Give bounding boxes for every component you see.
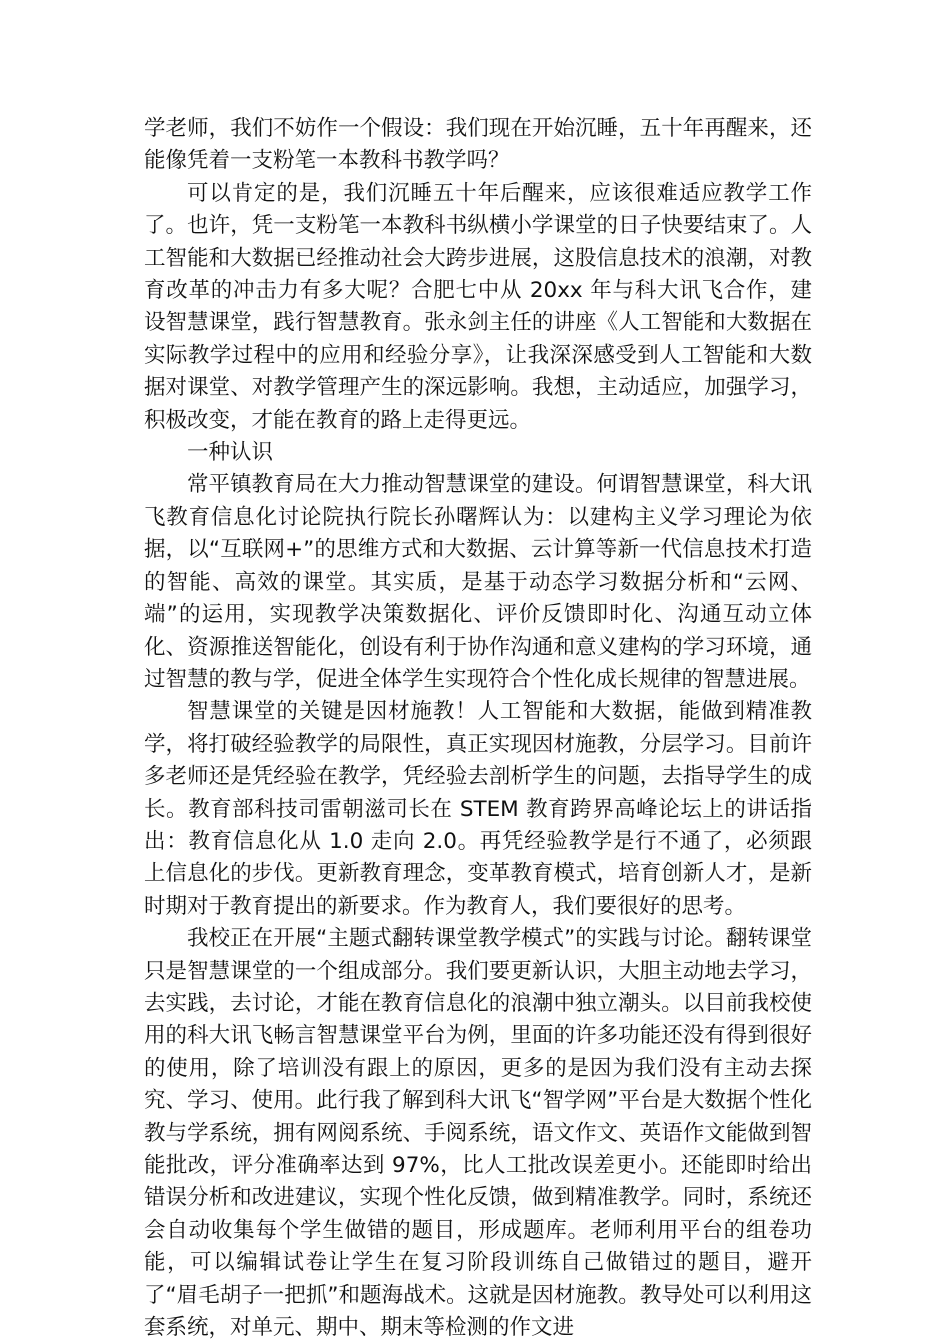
paragraph-teach-by-aptitude: 智慧课堂的关键是因材施教！人工智能和大数据，能做到精准教学，将打破经验教学的局限性，真正实现因材施教，分层学习。目前许多老师还是凭经验在教学，凭经验去剖析学生的问题，去指导学生的成长。教育部科技司雷朝滋司长在 STEM 教育跨界高峰论坛上的讲话指出：教育信息化从 1.0 走向 2.0。再凭经验教学是行不通了，必须跟上信息化的步伐。更新教育理念，变革教育模式，培育创新人才，是新时期对于教育提出的新要求。作为教育人，我们要很好的思考。 <box>144 699 812 919</box>
paragraph-continuation: 学老师，我们不妨作一个假设：我们现在开始沉睡，五十年再醒来，还能像凭着一支粉笔一本教科书教学吗？ <box>144 116 812 174</box>
paragraph-ai-big-data: 可以肯定的是，我们沉睡五十年后醒来，应该很难适应教学工作了。也许，凭一支粉笔一本教科书纵横小学课堂的日子快要结束了。人工智能和大数据已经推动社会大跨步进展，这股信息技术的浪潮，对教育改革的冲击力有多大呢？合肥七中从 20xx 年与科大讯飞合作，建设智慧课堂，践行智慧教育。张永剑主任的讲座《人工智能和大数据在实际教学过程中的应用和经验分享》，让我深深感受到人工智能和大数据对课堂、对教学管理产生的深远影响。我想，主动适应，加强学习，积极改变，才能在教育的路上走得更远。 <box>144 180 812 433</box>
paragraph-smart-classroom-definition: 常平镇教育局在大力推动智慧课堂的建设。何谓智慧课堂，科大讯飞教育信息化讨论院执行院长孙曙辉认为：以建构主义学习理论为依据，以“互联网+”的思维方式和大数据、云计算等新一代信息技术打造的智能、高效的课堂。其实质，是基于动态学习数据分析和“云网、端”的运用，实现教学决策数据化、评价反馈即时化、沟通互动立体化、资源推送智能化，创设有利于协作沟通和意义建构的学习环境，通过智慧的教与学，促进全体学生实现符合个性化成长规律的智慧进展。 <box>144 472 812 692</box>
document-body <box>144 113 812 1344</box>
paragraph-flipped-classroom: 我校正在开展“主题式翻转课堂教学模式”的实践与讨论。翻转课堂只是智慧课堂的一个组成部分。我们要更新认识，大胆主动地去学习，去实践，去讨论，才能在教育信息化的浪潮中独立潮头。以目前我校使用的科大讯飞畅言智慧课堂平台为例，里面的许多功能还没有得到很好的使用，除了培训没有跟上的原因，更多的是因为我们没有主动去探究、学习、使用。此行我了解到科大讯飞“智学网”平台是大数据个性化教与学系统，拥有网阅系统、手阅系统，语文作文、英语作文能做到智能批改，评分准确率达到 97%，比人工批改误差更小。还能即时给出错误分析和改进建议，实现个性化反馈，做到精准教学。同时，系统还会自动收集每个学生做错的题目，形成题库。老师利用平台的组卷功能，可以编辑试卷让学生在复习阶段训练自己做错过的题目，避开了“眉毛胡子一把抓”和题海战术。这就是因材施教。教导处可以利用这套系统，对单元、期中、期末等检测的作文进 <box>144 926 812 1341</box>
section-heading-one-understanding: 一种认识 <box>187 440 274 466</box>
